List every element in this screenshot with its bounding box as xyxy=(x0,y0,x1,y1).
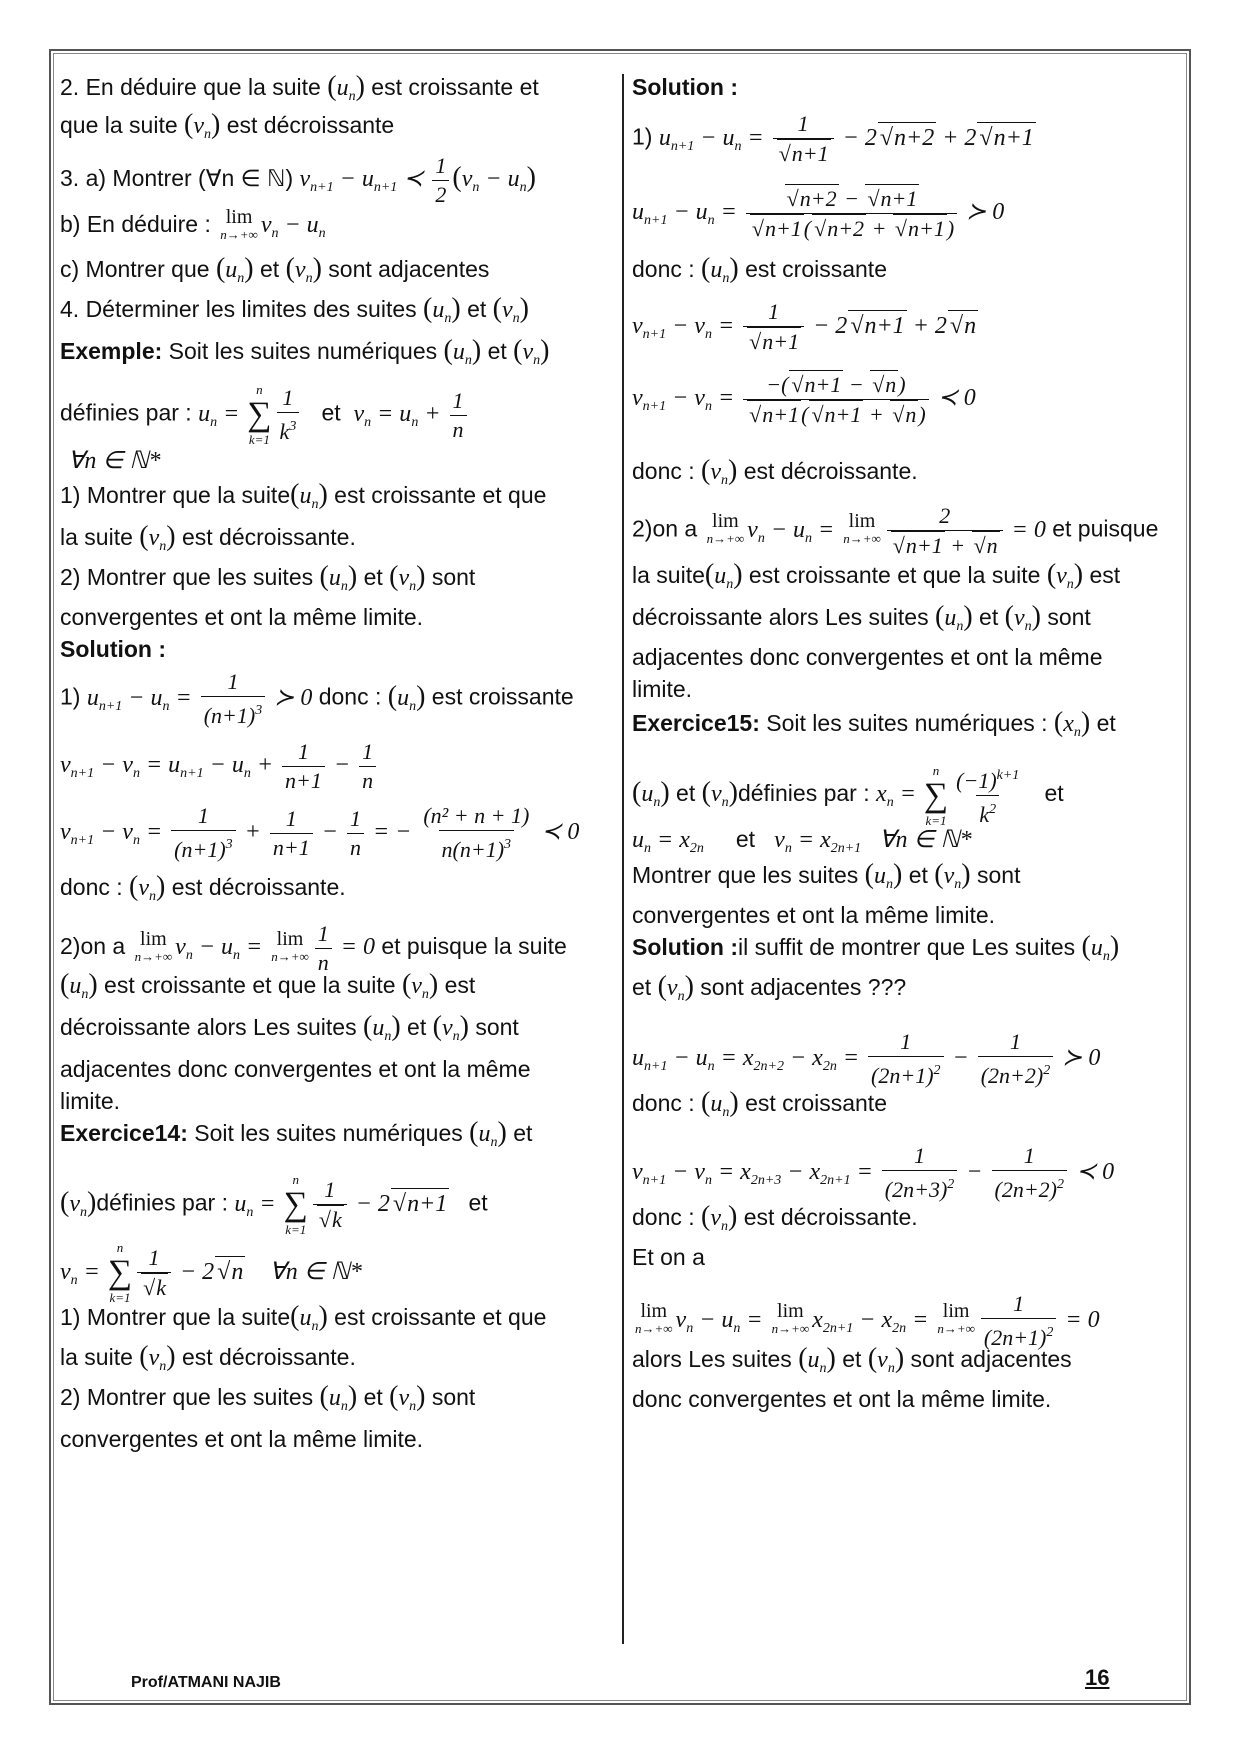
solution-v-diff-1: $v_{n+1} - v_n = u_{n+1} - u_n$ + $\frac{1}{n+1}$ − $\frac{1}{n}$ xyxy=(60,738,379,795)
exercise-15-def: $(u_n)$ et $(v_n)définies$ par : $x_n$ = n ∑ k=1 $\frac{(-1)^{k+1}}{k^2}$ et xyxy=(632,762,1064,828)
solution-2-cont2: décroissante alors Les suites $(u_n)$ et $(v_n)$ sont xyxy=(60,1011,519,1044)
solution-v-diff-2: $v_{n+1} - v_n$ = $\frac{1}{(n+1)^3}$ + $\frac{1}{n+1}$ − $\frac{1}{n}$ = − $\frac{\text{(n² + n + 1)}}{n(n+1)^3}$ ≺ 0 xyxy=(60,803,580,862)
r-v-diff-2: $v_{n+1} - v_n$ = −(√ n+1 − √ n) √ n+1(√ n+1 + √ n) ≺ 0 xyxy=(632,370,976,429)
exercise-14-def-v: $v_n$ = n ∑ k=1 1 √ k − 2√ n ∀n ∈ ℕ* xyxy=(60,1240,362,1306)
r-solution-1: 1) $u_{n+1} - u_n$ = 1 √ n+1 − 2√ n+2 + 2√ n+1 xyxy=(632,110,1036,168)
s15-u-diff: $u_{n+1} - u_n = x_{2n+2} - x_{2n}$ = $\frac{1}{(2n+1)^2}$ − $\frac{1}{(2n+2)^2}$ ≻ 0 xyxy=(632,1029,1101,1088)
r-solution-2-cont3: adjacentes donc convergentes et ont la même xyxy=(632,644,1103,670)
question-2-cont: que la suite $(v_n)$ est décroissante xyxy=(60,109,395,142)
question-4: 4. Déterminer les limites des suites $(u_n)$ et $(v_n)$ xyxy=(60,293,529,326)
exercise-14-def-u: $(v_n)définies$ par : $u_n$ = n ∑ k=1 1 √ k − 2√ n+1 et xyxy=(60,1172,488,1238)
exercise-14-q1: 1) Montrer que la $suite(u_n)$ est croissante et que xyxy=(60,1301,547,1334)
page-number: 16 xyxy=(1085,1665,1110,1690)
exercise-15-un-vn: $u_n = x_{2n}$ et $v_n = x_{2n+1}$ ∀n ∈ ℕ* xyxy=(632,826,972,856)
r-solution-2: 2)on a lim n→+∞ $v_n - u_n$ = lim n→+∞ 2 √ n+1 + √ n = 0 et puisque xyxy=(632,502,1158,560)
r-v-decreasing: donc : $(v_n)$ est décroissante. xyxy=(632,455,918,488)
r-u-diff: $u_{n+1} - u_n$ = √ n+2 − √ n+1 √ n+1(√ n+2 + √ n+1) ≻ 0 xyxy=(632,184,1004,243)
solution-15-heading: Solution :il suffit de montrer que Les suites $(u_n)$ xyxy=(632,931,1120,964)
solution-heading: Solution : xyxy=(60,636,167,662)
column-divider xyxy=(622,74,624,1644)
solution-15-cont: et $(v_n)$ sont adjacentes ??? xyxy=(632,971,907,1004)
r-solution-2-cont4: limite. xyxy=(632,676,693,702)
s15-v-diff: $v_{n+1} - v_n = x_{2n+3} - x_{2n+1}$ = $\frac{1}{(2n+3)^2}$ − $\frac{1}{(2n+2)^2}$ ≺ 0 xyxy=(632,1143,1115,1202)
question-3c: c) Montrer que $(u_n)$ et $(v_n)$ sont adjacentes xyxy=(60,253,490,286)
solution-2-cont4: limite. xyxy=(60,1088,121,1114)
example-definition: définies par : $u_n$ = n ∑ k=1 $\frac{1}{k^3}$ et $v_n = u_n$ + $\frac{1}{n}$ xyxy=(60,382,470,448)
s15-limit: lim n→+∞ $v_n - u_n$ = lim n→+∞ $x_{2n+1} - x_{2n}$ = lim n→+∞ $\frac{1}{(2n+1)^2}$ = 0 xyxy=(635,1291,1100,1350)
s15-u-increasing: donc : $(u_n)$ est croissante xyxy=(632,1087,887,1120)
s15-et-on-a: Et on a xyxy=(632,1244,705,1270)
s15-conclusion: alors Les suites $(u_n)$ et $(v_n)$ sont adjacentes xyxy=(632,1343,1072,1376)
exercise-15-heading: Exercice15: Soit les suites numériques : $(x_n)$ et xyxy=(632,707,1116,740)
forall-n: ∀n ∈ ℕ* xyxy=(68,448,161,474)
example-q2: 2) Montrer que les suites $(u_n)$ et $(v_n)$ sont xyxy=(60,561,476,594)
solution-heading-right: Solution : xyxy=(632,74,739,100)
example-q1-cont: la suite $(v_n)$ est décroissante. xyxy=(60,521,356,554)
s15-v-decreasing: donc : $(v_n)$ est décroissante. xyxy=(632,1201,918,1234)
exercise-14-heading: Exercice14: Soit les suites numériques $(u_n)$ et xyxy=(60,1117,533,1150)
r-solution-2-cont2: décroissante alors Les suites $(u_n)$ et $(v_n)$ sont xyxy=(632,601,1091,634)
question-3b: b) En déduire : lim n→+∞ $v_n - u_n$ xyxy=(60,206,326,242)
solution-2-cont: $(u_n)$ est croissante et que la suite $(v_n)$ est xyxy=(60,969,476,1002)
s15-conclusion-cont: donc convergentes et ont la même limite. xyxy=(632,1386,1052,1412)
footer-author: Prof/ATMANI NAJIB xyxy=(131,1674,281,1691)
solution-2-cont3: adjacentes donc convergentes et ont la même xyxy=(60,1056,531,1082)
example-q2-cont: convergentes et ont la même limite. xyxy=(60,604,424,630)
r-v-diff-1: $v_{n+1} - v_n$ = 1 √ n+1 − 2√ n+1 + 2√ n xyxy=(632,298,978,356)
solution-1: 1) $u_{n+1} - u_n$ = $\frac{1}{(n+1)^3}$ ≻ 0 donc : $(u_n)$ est croissante xyxy=(60,669,574,728)
solution-2: 2)on a lim n→+∞ $v_n - u_n$ = lim n→+∞ $\frac{1}{n}$ = 0 et puisque la suite xyxy=(60,921,567,975)
solution-v-decreasing: donc : $(v_n)$ est décroissante. xyxy=(60,871,346,904)
example-q1: 1) Montrer que la $suite(u_n)$ est croissante et que xyxy=(60,479,547,512)
exercise-14-q2-cont: convergentes et ont la même limite. xyxy=(60,1426,424,1452)
exercise-14-q1-cont: la suite $(v_n)$ est décroissante. xyxy=(60,1341,356,1374)
question-2: 2. En déduire que la suite $(u_n)$ est croissante et xyxy=(60,71,539,104)
example-heading: Exemple: Soit les suites numériques $(u_n)$ et $(v_n)$ xyxy=(60,335,550,368)
r-u-increasing: donc : $(u_n)$ est croissante xyxy=(632,253,887,286)
exercise-15-question: Montrer que les suites $(u_n)$ et $(v_n)$ sont xyxy=(632,859,1021,892)
exercise-14-q2: 2) Montrer que les suites $(u_n)$ et $(v_n)$ sont xyxy=(60,1381,476,1414)
question-3a: 3. a) Montrer (∀n ∈ ℕ) $v_{n+1} - u_{n+1}$ ≺ $\frac{1}{2}$ $(v_n - u_n)$ xyxy=(60,153,536,207)
r-solution-2-cont: la $suite(u_n)$ est croissante et que la suite $(v_n)$ est xyxy=(632,559,1121,592)
exercise-15-question-cont: convergentes et ont la même limite. xyxy=(632,902,996,928)
